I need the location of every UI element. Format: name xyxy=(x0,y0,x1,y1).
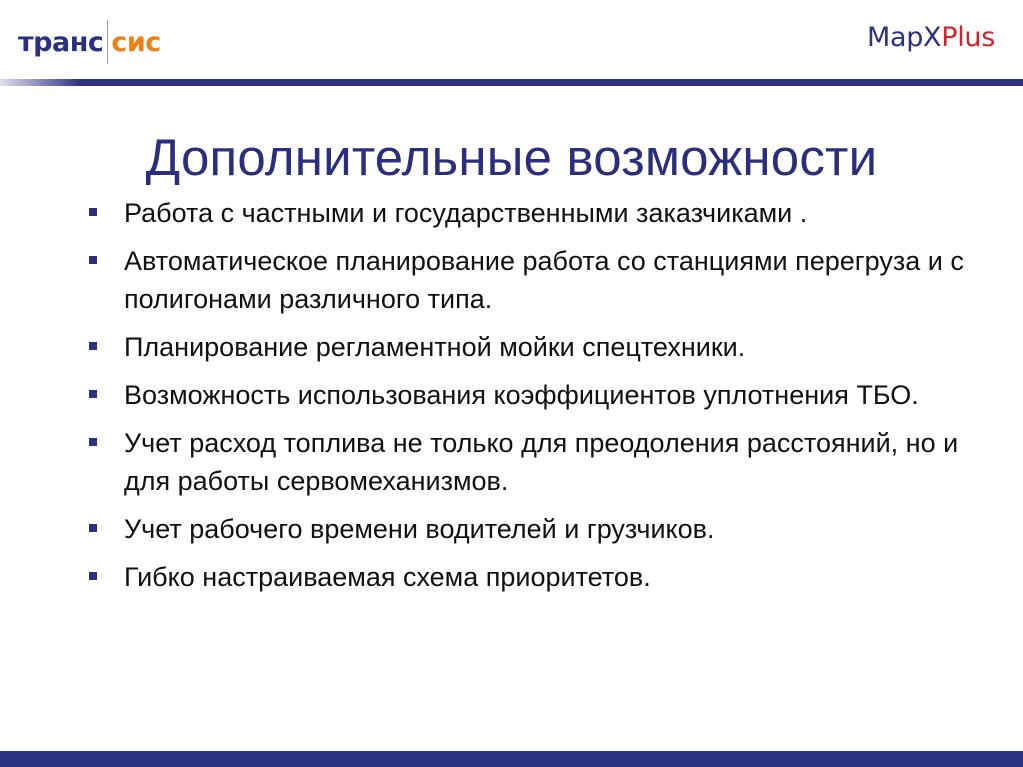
list-item-text: Работа с частными и государственными заказчиками . xyxy=(124,198,808,228)
slide-header xyxy=(0,0,1023,80)
bullet-square-icon xyxy=(89,256,97,264)
bullet-square-icon xyxy=(89,438,97,446)
list-item xyxy=(84,194,984,232)
transsys-logo xyxy=(18,20,161,64)
header-divider xyxy=(0,79,1023,89)
logo-divider xyxy=(107,20,108,64)
list-item xyxy=(84,424,984,500)
list-item-text: Гибко настраиваемая схема приоритетов. xyxy=(124,562,651,592)
bullet-square-icon xyxy=(89,208,97,216)
list-item xyxy=(84,510,984,548)
list-item-text: Планирование регламентной мойки спецтехники. xyxy=(124,332,746,362)
logo-part-mapx: MapX xyxy=(866,22,942,53)
bullet-square-icon xyxy=(89,524,97,532)
logo-part-sis: сис xyxy=(111,26,161,58)
list-item-text: Учет рабочего времени водителей и грузчиков. xyxy=(124,514,715,544)
slide-title: Дополнительные возможности xyxy=(145,129,878,186)
list-item-text: Учет расход топлива не только для преодоления расстояний, но и для работы сервомеханизмов. xyxy=(124,428,959,496)
bullet-list xyxy=(84,194,984,606)
logo-part-plus: Plus xyxy=(941,22,995,53)
bullet-square-icon xyxy=(89,390,97,398)
footer-bar xyxy=(0,751,1023,767)
bullet-square-icon xyxy=(89,572,97,580)
list-item-text: Автоматическое планирование работа со станциями перегруза и с полигонами различного типа. xyxy=(124,246,964,314)
list-item xyxy=(84,242,984,318)
list-item xyxy=(84,328,984,366)
bullet-square-icon xyxy=(89,342,97,350)
logo-part-trans: транс xyxy=(18,26,104,58)
list-item-text: Возможность использования коэффициентов уплотнения ТБО. xyxy=(124,380,919,410)
mapxplus-logo xyxy=(867,22,995,53)
list-item xyxy=(84,376,984,414)
list-item xyxy=(84,558,984,596)
